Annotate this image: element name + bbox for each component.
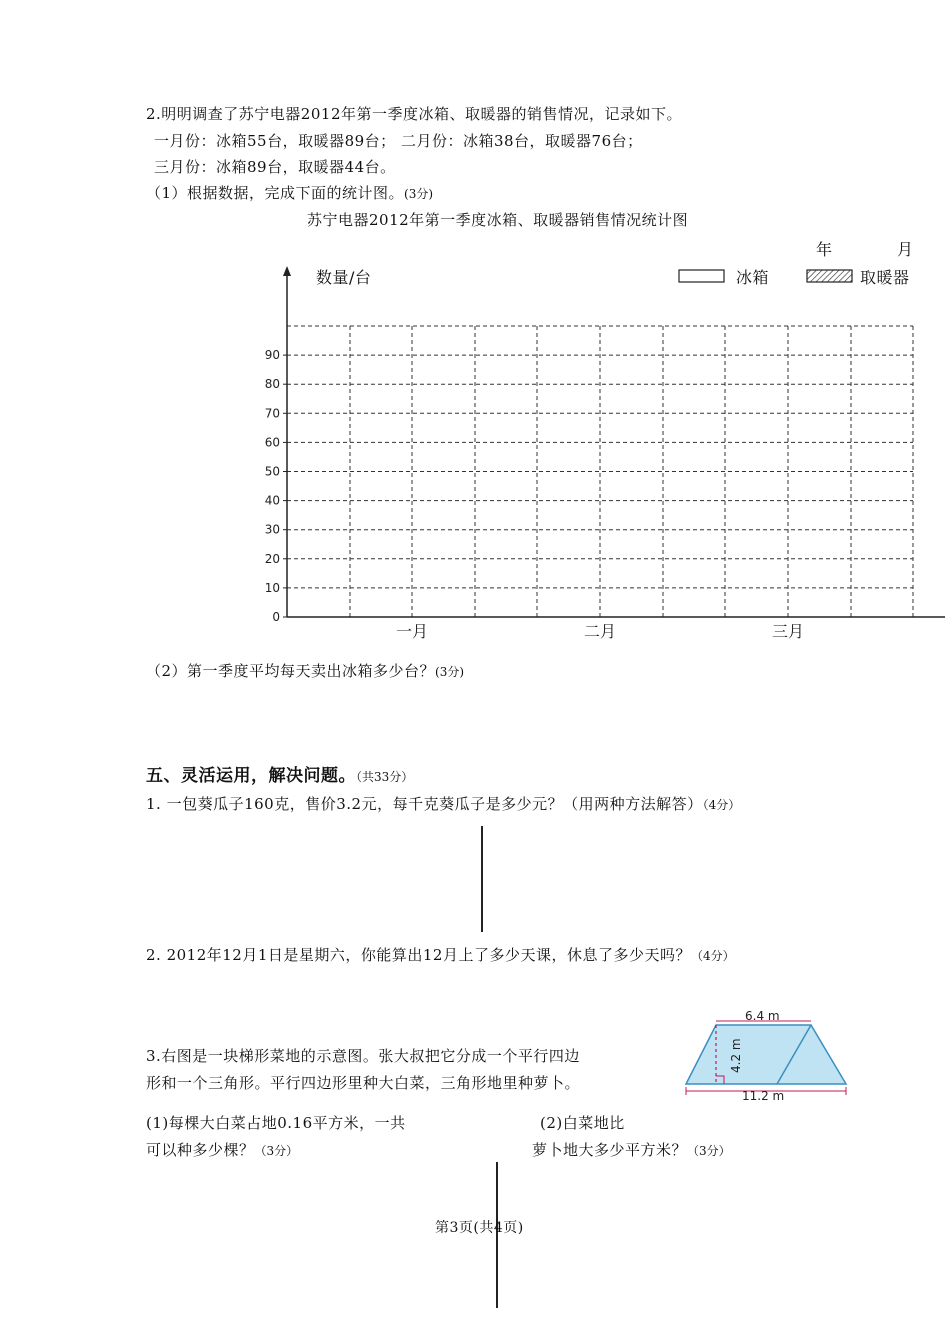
y-tick-label: 40 [264,493,280,508]
s5-q3-sub2-text: 萝卜地大多少平方米？ [532,1141,688,1159]
chart-year-label: 年 [816,240,833,259]
y-tick-label: 50 [264,464,280,479]
y-tick-label: 10 [264,580,280,595]
s5-q3-sub2-line2 [532,1140,731,1161]
s5-q3-sub2-score: （3分） [687,1144,731,1158]
section5-score: （共33分） [356,770,414,784]
s5-q1-score: （4分） [702,798,741,812]
s5-q3-line1: 3.右图是一块梯形菜地的示意图。张大叔把它分成一个平行四边 [146,1047,580,1065]
y-tick-label: 60 [264,435,280,450]
chart-month-label: 月 [897,240,914,259]
y-tick-label: 0 [272,610,280,624]
s5-q2-score: （4分） [690,949,735,963]
legend-label-fridge: 冰箱 [736,268,770,287]
s5-q3-line2: 形和一个三角形。平行四边形里种大白菜，三角形地里种萝卜。 [146,1074,581,1092]
q2-data-line2: 三月份：冰箱89台，取暖器44台。 [154,158,396,176]
y-axis-label: 数量/台 [316,268,372,287]
s5-q3-sub1-line2 [146,1140,298,1161]
q2-part1-text: （1）根据数据，完成下面的统计图。 [146,184,405,202]
x-category-label: 一月 [395,622,429,641]
x-category-label: 三月 [771,622,805,641]
y-tick-label: 90 [264,348,280,363]
q2-part1-score: (3分) [404,187,434,201]
page-footer: 第3页(共4页) [435,1220,524,1236]
x-category-label: 二月 [583,622,617,641]
s5-q1-text: 1. 一包葵瓜子160克，售价3.2元，每千克葵瓜子是多少元？（用两种方法解答） [146,795,703,813]
q2-data-line1: 一月份：冰箱55台，取暖器89台； 二月份：冰箱38台，取暖器76台； [154,132,643,150]
trapezoid-height-label: 4.2 m [729,1038,743,1073]
y-tick-label: 70 [264,406,280,421]
trapezoid-top-label: 6.4 m [745,1009,780,1023]
y-tick-label: 80 [264,377,280,392]
trapezoid-bottom-label: 11.2 m [742,1089,785,1103]
s5-q2-text: 2. 2012年12月1日是星期六，你能算出12月上了多少天课，休息了多少天吗？ [146,946,691,964]
q2-intro: 2.明明调查了苏宁电器2012年第一季度冰箱、取暖器的销售情况，记录如下。 [146,105,682,123]
chart-title: 苏宁电器2012年第一季度冰箱、取暖器销售情况统计图 [307,211,689,229]
q2-part2-text: （2）第一季度平均每天卖出冰箱多少台？ [146,662,436,680]
s5-q3-sub1-score: （3分） [254,1144,299,1158]
s5-q3-sub1-text: 可以种多少棵？ [146,1141,255,1159]
legend-label-heater: 取暖器 [860,268,910,287]
section5-title: 五、灵活运用，解决问题。 [146,766,356,786]
trapezoid-shape [686,1025,846,1084]
s5-q3-sub1-line1: (1)每棵大白菜占地0.16平方米，一共 [146,1114,406,1132]
s5-q3-sub2-line1: (2)白菜地比 [540,1114,625,1132]
y-tick-label: 30 [264,522,280,537]
q2-part2-score: (3分) [435,665,465,679]
y-tick-label: 20 [264,551,280,566]
